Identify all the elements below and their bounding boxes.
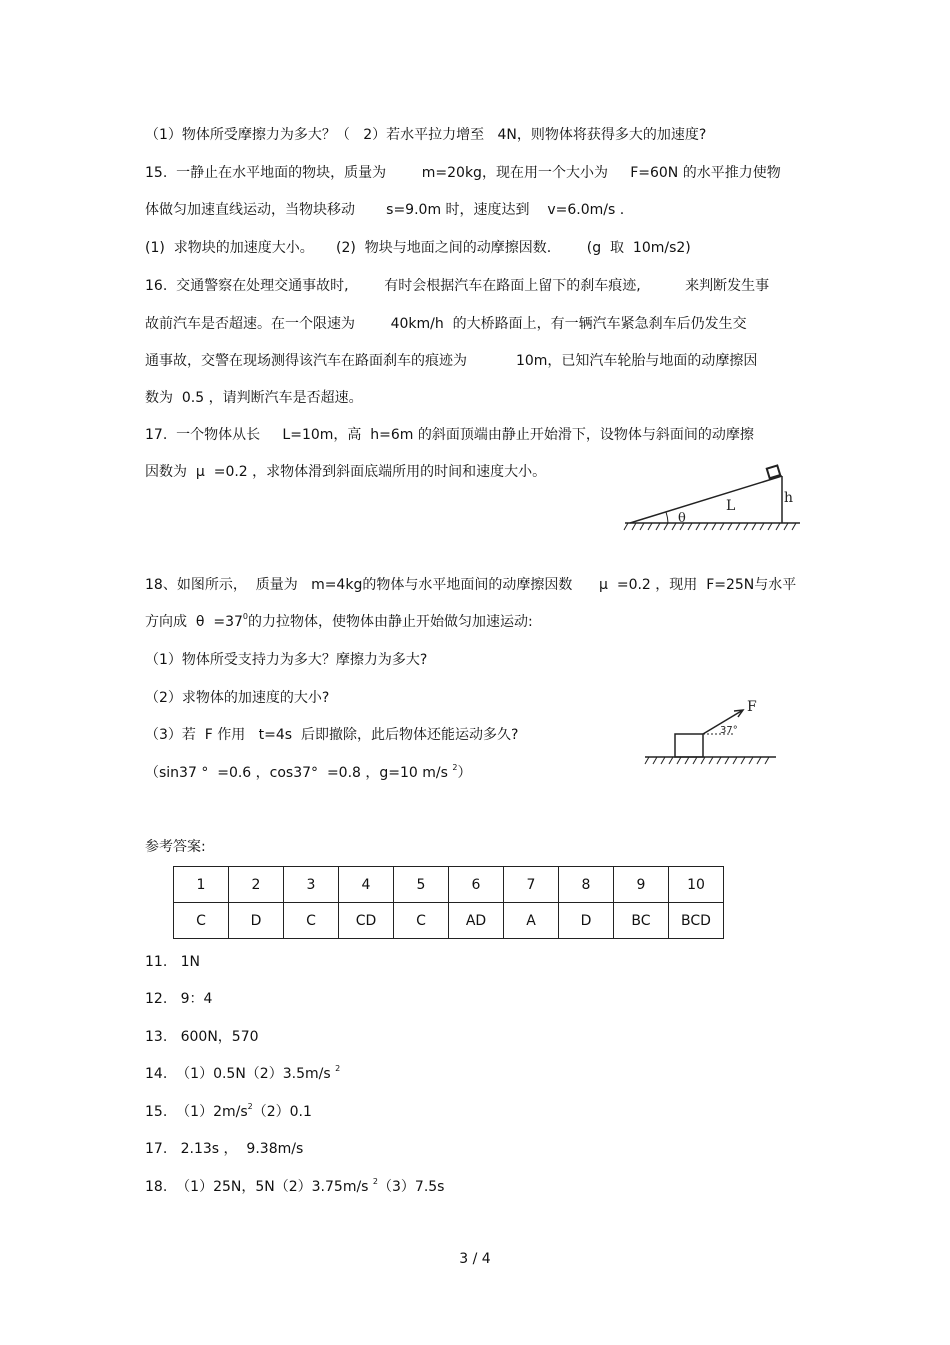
- force-F-label: F: [747, 699, 757, 715]
- table-cell: D: [229, 903, 284, 939]
- table-cell: 1: [174, 867, 229, 903]
- table-cell: 9: [614, 867, 669, 903]
- table-cell: 8: [559, 867, 614, 903]
- answer-18: 18. （1）25N，5N（2）3.75m/s $^2$（3）7.5s: [145, 1177, 445, 1195]
- table-cell: CD: [339, 903, 394, 939]
- answer-table-numbers-row: [174, 867, 724, 903]
- incline-h-label: h: [784, 490, 794, 506]
- answer-table-answers-row: [174, 903, 724, 939]
- table-cell: C: [394, 903, 449, 939]
- table-cell: BC: [614, 903, 669, 939]
- incline-L-label: L: [726, 498, 736, 514]
- table-cell: 10: [669, 867, 724, 903]
- page-number: 3 / 4: [459, 1251, 491, 1267]
- answer-17: 17. 2.13s ， 9.38m/s: [145, 1141, 304, 1157]
- table-cell: 5: [394, 867, 449, 903]
- answer-11: 11. 1N: [145, 954, 200, 970]
- answer-12: 12. 9：4: [145, 991, 213, 1007]
- table-cell: A: [504, 903, 559, 939]
- table-cell: D: [559, 903, 614, 939]
- answer-table: [173, 866, 724, 939]
- table-cell: 3: [284, 867, 339, 903]
- incline-theta-label: θ: [678, 511, 686, 526]
- answer-13: 13. 600N，570: [145, 1029, 259, 1045]
- table-cell: AD: [449, 903, 504, 939]
- force-diagram: [640, 696, 780, 771]
- force-angle-label: 37°: [720, 725, 738, 736]
- table-cell: 2: [229, 867, 284, 903]
- incline-diagram: [620, 460, 805, 535]
- table-cell: C: [174, 903, 229, 939]
- table-cell: BCD: [669, 903, 724, 939]
- table-cell: 4: [339, 867, 394, 903]
- table-cell: 7: [504, 867, 559, 903]
- answer-15: 15. $(1)2m/s^2(2)0.1$: [145, 1102, 312, 1120]
- table-cell: 6: [449, 867, 504, 903]
- table-cell: C: [284, 903, 339, 939]
- answers-heading: 参考答案:: [145, 839, 206, 855]
- answer-14: 14. （1）0.5N（2）3.5m/s $^2$: [145, 1064, 341, 1082]
- question-14-parts: （1）物体所受摩擦力为多大？（ 2）若水平拉力增至 4N，则物体将获得多大的加速度?: [145, 127, 707, 143]
